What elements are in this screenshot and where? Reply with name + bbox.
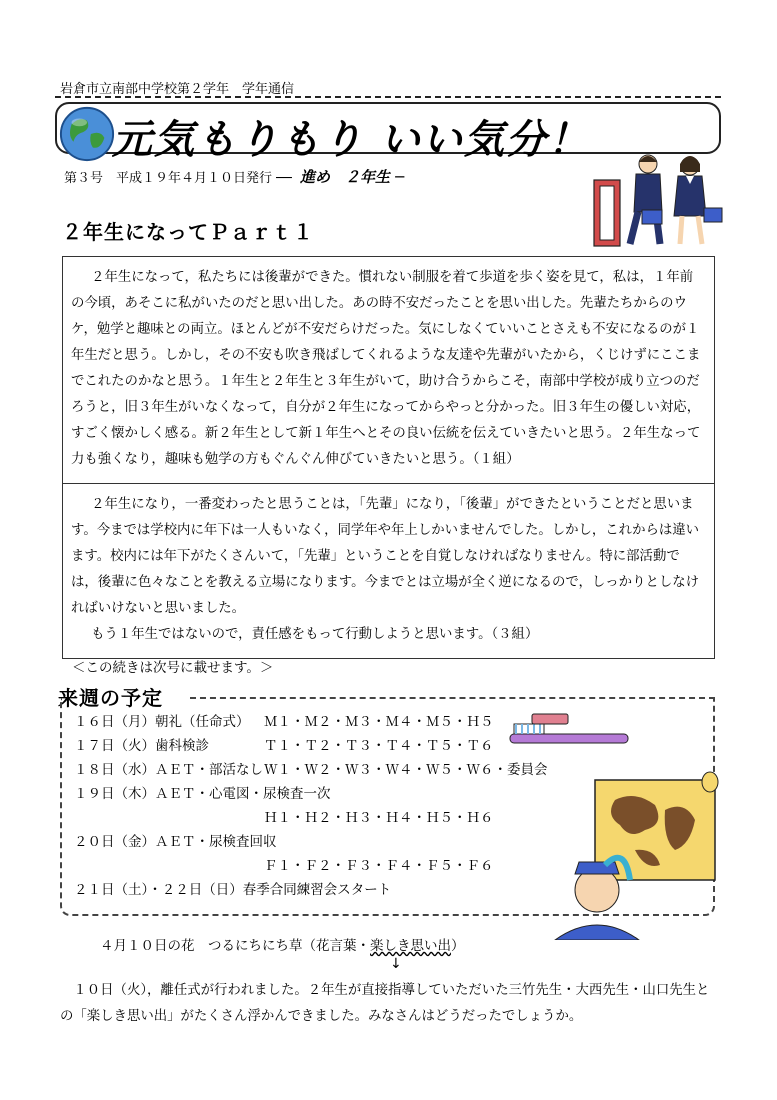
issue-info: 第３号 平成１９年４月１０日発行 ── [64, 171, 292, 186]
school-name: 岩倉市立南部中学校第２学年 学年通信 [60, 82, 295, 97]
toothbrush-icon [508, 712, 630, 754]
closing-paragraph: １０日（火），離任式が行われました。２年生が直接指導していただいた三竹先生・大西先生・山口先生との「楽しき思い出」がたくさん浮かんできました。みなさんはどうだったでしょうか。 [60, 983, 710, 1024]
flower-meaning: 楽しき思い出 [370, 938, 451, 954]
schedule-date: ２０日（金）ＡＥＴ・尿検査回収 [74, 834, 277, 850]
down-arrow-icon: ↓ [390, 956, 402, 972]
schedule-list [74, 710, 548, 902]
schedule-row [74, 830, 548, 854]
essay-box [62, 256, 715, 659]
schedule-title: 来週の予定 [58, 686, 163, 710]
schedule-date: １９日（木）ＡＥＴ・心電図・尿検査一次 [74, 786, 331, 802]
schedule-row [74, 710, 548, 734]
schedule-row [74, 806, 548, 830]
continued-note: ＜この続きは次号に載せます。＞ [72, 660, 274, 676]
schedule-date: １６日（月）朝礼（任命式） [74, 714, 250, 730]
schedule-classes: Ｆ１・Ｆ２・Ｆ３・Ｆ４・Ｆ５・Ｆ６ [264, 858, 494, 874]
essay-paragraph: もう１年生ではないので，責任感をもって行動しようと思います。（３組） [91, 627, 539, 642]
schedule-date: １７日（火）歯科検診 [74, 738, 209, 754]
schedule-row [74, 734, 548, 758]
schedule-row [74, 854, 548, 878]
section-title-part1: ２年生になってＰａｒｔ１ [62, 220, 314, 244]
flower-of-day [100, 934, 465, 954]
schedule-date: ２１日（土）・２２日（日）春季合同練習会スタート [74, 882, 392, 898]
schedule-row [74, 878, 548, 902]
schedule-classes: Ｈ１・Ｈ２・Ｈ３・Ｈ４・Ｈ５・Ｈ６ [264, 810, 494, 826]
schedule-row [74, 758, 548, 782]
students-illustration [590, 150, 725, 250]
schedule-row [74, 782, 548, 806]
newsletter-title: 元気もりもり いい気分！ [112, 117, 590, 163]
map-teacher-illustration [545, 770, 730, 940]
slogan: 進め ２年生 ─ [299, 168, 405, 186]
essay-class1 [63, 257, 714, 483]
schedule-classes: Ｍ１・Ｍ２・Ｍ３・Ｍ４・Ｍ５・Ｈ５ [264, 714, 494, 730]
essay-paragraph: ２年生になって，私たちには後輩ができた。慣れない制服を着て歩道を歩く姿を見て，私は，１年前の今頃，あそこに私がいたのだと思い出した。あの時不安だったことを思い出した。先輩たちからのウケ，勉学と趣味との両立。ほとんどが不安だらけだった。気にしなくていいことさえも不安になるのが１年生だと思う。しかし，その不安も吹き飛ばしてくれるような友達や先輩がいたから，くじけずにここまでこれたのかなと思う。１年生と２年生と３年生がいて，助け合うからこそ，南部中学校が成り立つのだろうと，旧３年生がいなくなって，自分が２年生になってからやっと分かった。旧３年生の優しい対応，すごく懐かしく感る。新２年生として新１年生へとその良い伝統を伝えていきたいと思う。２年生なって力も強くなり，趣味も勉学の方もぐんぐん伸びていきたいと思う。（１組） [71, 270, 701, 467]
issue-line [64, 166, 404, 187]
schedule-classes: Ｗ１・Ｗ２・Ｗ３・Ｗ４・Ｗ５・Ｗ６・委員会 [264, 762, 548, 778]
schedule-classes: Ｔ１・Ｔ２・Ｔ３・Ｔ４・Ｔ５・Ｔ６ [264, 738, 494, 754]
globe-icon [58, 105, 116, 163]
schedule-date: １８日（水）ＡＥＴ・部活なし [74, 762, 263, 778]
essay-paragraph: ２年生になり，一番変わったと思うことは，「先輩」になり，「後輩」ができたということだと思います。今までは学校内に年下は一人もいなく，同学年や年上しかいませんでした。しかし，これからは違います。校内には年下がたくさんいて，「先輩」ということを自覚しなければなりません。特に部活動では，後輩に色々なことを教える立場になります。今までとは立場が全く逆になるので，しっかりとしなければいけないと思いました。 [71, 497, 700, 616]
flower-suffix: ） [451, 938, 465, 954]
essay-class3 [63, 483, 714, 658]
flower-prefix: ４月１０日の花 つるにちにち草（花言葉・ [100, 938, 370, 954]
